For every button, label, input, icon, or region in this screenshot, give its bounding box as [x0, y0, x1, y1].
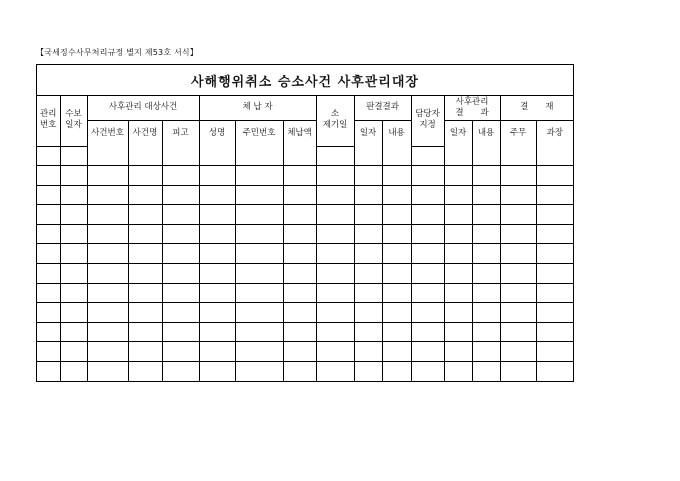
table-cell	[162, 362, 199, 381]
table-row	[37, 224, 573, 244]
table-cell	[87, 342, 128, 362]
table-cell	[444, 146, 472, 166]
table-cell	[87, 205, 128, 225]
table-cell	[500, 362, 536, 381]
table-cell	[37, 322, 60, 342]
table-cell	[199, 244, 235, 264]
table-cell	[199, 224, 235, 244]
table-cell	[411, 224, 444, 244]
table-cell	[60, 303, 87, 323]
table-cell	[87, 244, 128, 264]
table-cell	[199, 322, 235, 342]
table-cell	[411, 322, 444, 342]
table-cell	[354, 342, 382, 362]
table-cell	[162, 342, 199, 362]
table-cell	[37, 264, 60, 284]
table-cell	[354, 205, 382, 225]
table-cell	[472, 283, 500, 303]
table-cell	[500, 342, 536, 362]
table-cell	[60, 146, 87, 166]
table-cell	[316, 264, 354, 284]
table-cell	[87, 166, 128, 186]
table-cell	[199, 185, 235, 205]
header-filing-date: 소 제기일	[316, 95, 354, 146]
table-cell	[235, 205, 283, 225]
table-cell	[500, 283, 536, 303]
table-cell	[411, 342, 444, 362]
table-cell	[354, 185, 382, 205]
table-cell	[382, 166, 411, 186]
table-cell	[500, 166, 536, 186]
table-cell	[128, 224, 162, 244]
table-cell	[444, 283, 472, 303]
table-cell	[536, 362, 573, 381]
table-cell	[128, 264, 162, 284]
table-cell	[283, 166, 316, 186]
table-cell	[536, 146, 573, 166]
table-cell	[382, 205, 411, 225]
table-cell	[60, 362, 87, 381]
table-cell	[316, 185, 354, 205]
table-cell	[283, 146, 316, 166]
table-cell	[37, 224, 60, 244]
table-cell	[500, 205, 536, 225]
table-cell	[283, 185, 316, 205]
header-receipt-date: 수보 일자	[60, 95, 87, 146]
header-mgmt-no: 관리 번호	[37, 95, 60, 146]
table-cell	[411, 166, 444, 186]
table-cell	[536, 303, 573, 323]
table-cell	[536, 224, 573, 244]
table-cell	[283, 205, 316, 225]
table-cell	[235, 185, 283, 205]
table-cell	[283, 362, 316, 381]
table-cell	[162, 264, 199, 284]
table-cell	[128, 146, 162, 166]
table-cell	[128, 342, 162, 362]
table-cell	[444, 205, 472, 225]
table-cell	[382, 303, 411, 323]
table-cell	[37, 205, 60, 225]
table-cell	[235, 146, 283, 166]
table-cell	[354, 264, 382, 284]
table-row	[37, 244, 573, 264]
table-row	[37, 342, 573, 362]
header-officer: 주무	[500, 121, 536, 147]
table-cell	[382, 322, 411, 342]
header-name: 성명	[199, 121, 235, 147]
table-row	[37, 322, 573, 342]
table-row	[37, 303, 573, 323]
table-cell	[128, 322, 162, 342]
table-cell	[37, 244, 60, 264]
table-cell	[60, 244, 87, 264]
table-cell	[472, 166, 500, 186]
table-cell	[316, 224, 354, 244]
table-cell	[199, 283, 235, 303]
table-cell	[235, 244, 283, 264]
table-cell	[199, 166, 235, 186]
table-cell	[500, 264, 536, 284]
header-approval: 결 재	[500, 95, 573, 121]
table-cell	[536, 283, 573, 303]
table-row	[37, 283, 573, 303]
table-cell	[444, 322, 472, 342]
table-cell	[283, 283, 316, 303]
table-cell	[87, 146, 128, 166]
table-row	[37, 166, 573, 186]
header-target-case: 사후관리 대상사건	[87, 95, 199, 121]
header-followup: 사후관리 결 과	[444, 95, 500, 121]
table-cell	[472, 205, 500, 225]
table-cell	[354, 146, 382, 166]
table-cell	[87, 362, 128, 381]
table-cell	[536, 244, 573, 264]
table-cell	[199, 362, 235, 381]
table-cell	[283, 342, 316, 362]
table-cell	[536, 205, 573, 225]
table-cell	[411, 303, 444, 323]
table-cell	[411, 205, 444, 225]
table-cell	[162, 185, 199, 205]
table-row	[37, 205, 573, 225]
table-cell	[354, 283, 382, 303]
table-cell	[316, 166, 354, 186]
table-cell	[316, 342, 354, 362]
table-cell	[472, 362, 500, 381]
table-cell	[354, 166, 382, 186]
table-cell	[162, 322, 199, 342]
table-cell	[37, 362, 60, 381]
table-cell	[472, 303, 500, 323]
table-cell	[316, 146, 354, 166]
table-cell	[536, 322, 573, 342]
table-cell	[500, 224, 536, 244]
table-cell	[162, 205, 199, 225]
table-cell	[536, 166, 573, 186]
table-cell	[382, 283, 411, 303]
table-cell	[128, 362, 162, 381]
table-cell	[444, 264, 472, 284]
table-cell	[536, 264, 573, 284]
table-cell	[235, 264, 283, 284]
header-case-name: 사건명	[128, 121, 162, 147]
table-cell	[316, 303, 354, 323]
header-assignee: 담당자 지정	[411, 95, 444, 146]
header-delinquent: 체 납 자	[199, 95, 316, 121]
table-cell	[444, 362, 472, 381]
table-cell	[235, 342, 283, 362]
table-cell	[354, 322, 382, 342]
table-cell	[316, 322, 354, 342]
table-cell	[87, 283, 128, 303]
table-cell	[283, 264, 316, 284]
table-cell	[128, 303, 162, 323]
table-cell	[37, 146, 60, 166]
table-cell	[472, 244, 500, 264]
table-cell	[354, 362, 382, 381]
table-cell	[235, 303, 283, 323]
table-cell	[162, 244, 199, 264]
table-cell	[283, 244, 316, 264]
table-cell	[354, 303, 382, 323]
table-row	[37, 146, 573, 166]
table-cell	[60, 322, 87, 342]
form-caption: 【국세징수사무처리규정 별지 제53호 서식】	[36, 48, 199, 57]
table-cell	[235, 166, 283, 186]
table-cell	[87, 185, 128, 205]
table-cell	[354, 244, 382, 264]
table-cell	[500, 303, 536, 323]
table-cell	[472, 322, 500, 342]
table-cell	[444, 303, 472, 323]
table-cell	[235, 224, 283, 244]
table-cell	[411, 185, 444, 205]
table-cell	[382, 244, 411, 264]
table-cell	[235, 362, 283, 381]
table-row	[37, 185, 573, 205]
header-followup-content: 내용	[472, 121, 500, 147]
table-cell	[283, 322, 316, 342]
table-cell	[128, 244, 162, 264]
table-cell	[162, 166, 199, 186]
table-cell	[472, 224, 500, 244]
table-cell	[472, 342, 500, 362]
header-defendant: 피고	[162, 121, 199, 147]
table-cell	[128, 205, 162, 225]
table-cell	[500, 322, 536, 342]
form-title: 사해행위취소 승소사건 사후관리대장	[37, 65, 573, 96]
header-judgment-date: 일자	[354, 121, 382, 147]
header-delinquent-amount: 체납액	[283, 121, 316, 147]
table-cell	[162, 303, 199, 323]
table-cell	[60, 185, 87, 205]
table-cell	[128, 185, 162, 205]
table-cell	[411, 244, 444, 264]
table-cell	[87, 224, 128, 244]
table-cell	[411, 264, 444, 284]
table-cell	[87, 264, 128, 284]
table-cell	[472, 185, 500, 205]
table-cell	[199, 342, 235, 362]
table-cell	[87, 322, 128, 342]
table-cell	[162, 283, 199, 303]
table-cell	[60, 283, 87, 303]
table-cell	[500, 146, 536, 166]
table-cell	[162, 224, 199, 244]
table-cell	[37, 185, 60, 205]
table-cell	[444, 244, 472, 264]
table-cell	[60, 166, 87, 186]
table-cell	[444, 342, 472, 362]
table-cell	[316, 205, 354, 225]
table-cell	[60, 264, 87, 284]
table-cell	[199, 146, 235, 166]
table-cell	[444, 185, 472, 205]
table-cell	[162, 146, 199, 166]
table-cell	[60, 224, 87, 244]
table-cell	[411, 362, 444, 381]
table-cell	[382, 224, 411, 244]
header-chief: 과장	[536, 121, 573, 147]
header-followup-date: 일자	[444, 121, 472, 147]
table-cell	[316, 362, 354, 381]
table-cell	[500, 185, 536, 205]
table-cell	[316, 283, 354, 303]
header-judgment: 판결결과	[354, 95, 411, 121]
table-cell	[411, 283, 444, 303]
table-cell	[354, 224, 382, 244]
table-cell	[316, 244, 354, 264]
table-cell	[235, 283, 283, 303]
table-cell	[472, 146, 500, 166]
header-case-no: 사건번호	[87, 121, 128, 147]
table-cell	[37, 283, 60, 303]
table-cell	[536, 342, 573, 362]
table-cell	[128, 283, 162, 303]
table-cell	[411, 146, 444, 166]
table-cell	[199, 264, 235, 284]
table-cell	[60, 205, 87, 225]
table-cell	[235, 322, 283, 342]
table-cell	[536, 185, 573, 205]
table-cell	[382, 362, 411, 381]
table-cell	[382, 264, 411, 284]
table-cell	[472, 264, 500, 284]
table-cell	[37, 166, 60, 186]
table-cell	[444, 224, 472, 244]
table-cell	[382, 342, 411, 362]
table-cell	[60, 342, 87, 362]
ledger-table	[37, 95, 573, 381]
table-cell	[382, 185, 411, 205]
table-row	[37, 362, 573, 381]
ledger-form	[36, 64, 574, 382]
table-cell	[283, 224, 316, 244]
table-cell	[199, 303, 235, 323]
table-cell	[382, 146, 411, 166]
table-cell	[37, 342, 60, 362]
table-cell	[444, 166, 472, 186]
table-row	[37, 264, 573, 284]
table-cell	[500, 244, 536, 264]
table-cell	[199, 205, 235, 225]
header-resident-no: 주민번호	[235, 121, 283, 147]
header-judgment-content: 내용	[382, 121, 411, 147]
table-cell	[283, 303, 316, 323]
table-cell	[37, 303, 60, 323]
table-cell	[128, 166, 162, 186]
table-cell	[87, 303, 128, 323]
